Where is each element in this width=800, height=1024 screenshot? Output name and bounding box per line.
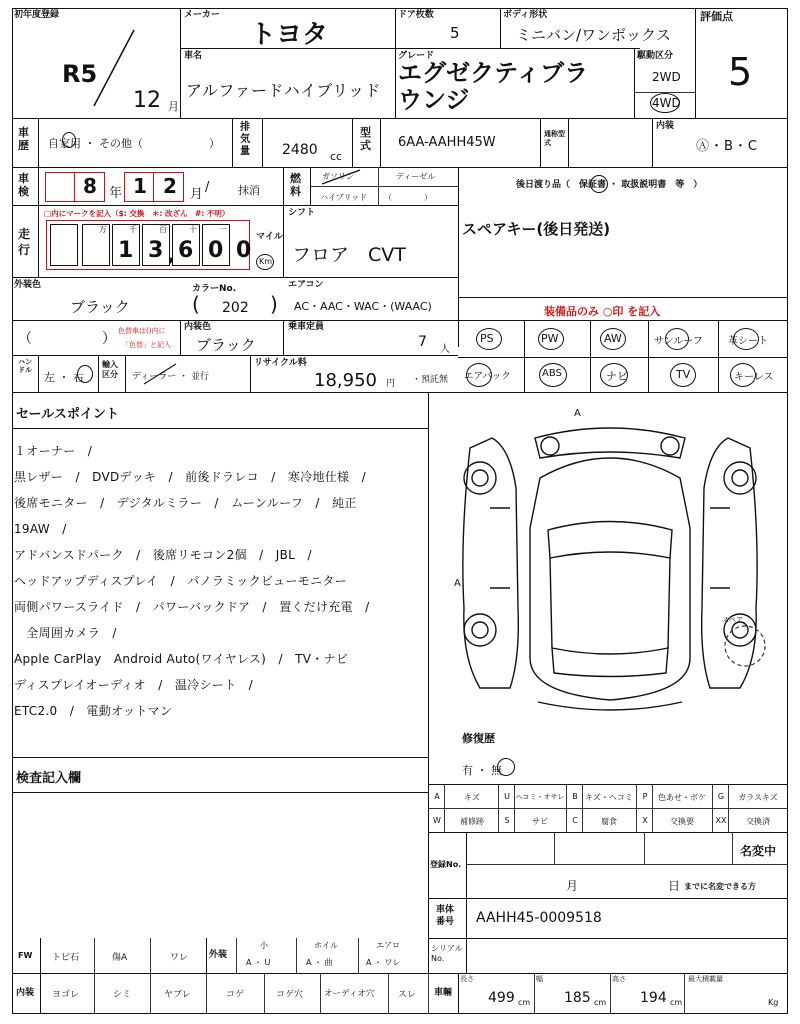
equip-leather-circle <box>733 328 759 350</box>
length-unit: cm <box>518 998 531 1007</box>
shift-label: シフト <box>288 208 316 218</box>
displacement-unit: cc <box>330 150 343 163</box>
sales-line: 両側パワースライド / パワーバックドア / 置くだけ充電 / <box>14 600 370 614</box>
fw-label: FW <box>18 951 33 960</box>
first-reg-era: R5 <box>62 60 98 88</box>
doors-value: 5 <box>450 24 460 42</box>
spare-key-note: スペアキー(後日発送) <box>462 220 611 238</box>
grade-line1: エグゼクティブラ <box>398 59 589 87</box>
insp-year-unit: 年 <box>109 186 123 201</box>
import-label: 輸入区分 <box>102 360 118 379</box>
legend-text: ヘコミ・オサレ <box>515 793 565 801</box>
legend-code: XX <box>715 816 727 825</box>
interior-color-label: 内装色 <box>184 322 212 332</box>
km-label: Km <box>259 257 273 266</box>
sales-lines <box>14 438 426 724</box>
insp-cancelled: 抹消 <box>238 184 260 197</box>
drive-4wd-circle <box>650 93 680 113</box>
height-value: 194 <box>640 990 667 1006</box>
max-load-label: 最大積載量 <box>688 975 723 983</box>
body-label: ボディ形状 <box>503 10 548 20</box>
insp-box-1 <box>45 172 75 202</box>
width-label: 幅 <box>536 975 543 983</box>
first-reg-month-unit: 月 <box>168 100 179 113</box>
equip-abs: ABS <box>542 368 562 379</box>
type-value: 6AA-AAHH45W <box>398 135 496 150</box>
fw-item-1: 傷A <box>112 953 128 963</box>
legend-code: B <box>572 792 578 801</box>
doors-label: ドア枚数 <box>398 10 434 20</box>
inspection-label: 車検 <box>18 172 29 198</box>
insp-slash: / <box>205 180 210 195</box>
equip-navi-circle <box>600 363 628 387</box>
interior-color-value: ブラック <box>196 336 256 354</box>
displacement-value: 2480 <box>282 142 318 158</box>
legend-code: G <box>717 792 725 801</box>
color-change-note-2: 「色替」と記入 <box>122 341 171 349</box>
interior-grade-label: 内装 <box>656 121 675 131</box>
legend-code: P <box>642 792 648 801</box>
equip-sunroof-circle <box>665 328 689 350</box>
height-label: 高さ <box>612 975 626 983</box>
model-value: アルファードハイブリッド <box>186 81 381 100</box>
capacity-value: 7 <box>418 334 427 350</box>
repair-label: 修復歴 <box>462 732 495 745</box>
color-no-label: カラーNo. <box>192 284 237 294</box>
repair-value: 有 ・ 無 <box>462 764 502 777</box>
legend-text: キズ <box>464 793 480 802</box>
mileage-comma: , <box>168 245 175 266</box>
int-item-4: コゲ穴 <box>276 990 304 1000</box>
history-label: 車歴 <box>18 126 29 152</box>
interior-grade-value: Ⓐ・B・C <box>696 139 758 154</box>
mileage-unit-3: 百 <box>159 225 167 234</box>
wheel-label: ホイル <box>314 941 338 950</box>
shift-value: フロア CVT <box>292 244 406 266</box>
score-value: 5 <box>728 50 753 94</box>
reg-month-label: 月 <box>566 879 579 893</box>
legend-code: A <box>434 792 440 801</box>
side-label: A <box>454 578 461 589</box>
dims-label: 車輛 <box>434 988 453 998</box>
insp-month-unit: 月 <box>190 187 204 202</box>
reg-deadline-label: までに名変できる方 <box>684 882 756 891</box>
fw-item-2: ワレ <box>170 953 189 963</box>
length-label: 長さ <box>460 975 474 983</box>
maker-value: トヨタ <box>250 20 329 50</box>
equip-aw: AW <box>604 332 622 345</box>
int-item-2: ヤブレ <box>164 990 191 1000</box>
equip-ps: PS <box>480 332 494 345</box>
displacement-label: 排気量 <box>240 122 250 157</box>
exterior-value: ブラック <box>70 298 130 316</box>
recycle-value: 18,950 <box>314 370 377 391</box>
front-label: A <box>574 408 581 419</box>
sales-line: 全周囲カメラ / <box>14 626 117 640</box>
equip-leather: 革シート <box>728 336 768 347</box>
legend-text: 交換済 <box>746 817 770 826</box>
registration-label: 登録No. <box>430 860 462 869</box>
legend-code: S <box>504 816 510 825</box>
equip-note: 装備品のみ ○印 を記入 <box>544 305 661 318</box>
legend-code: C <box>572 816 578 825</box>
fw-item-0: トビ石 <box>52 953 80 963</box>
spare-label: スペア <box>722 616 743 624</box>
drive-2wd: 2WD <box>652 70 681 84</box>
color-change-value: （ ） <box>18 331 116 347</box>
later-items-circle <box>590 175 608 193</box>
sales-line: ETC2.0 / 電動オットマン <box>14 704 173 718</box>
repair-circle <box>497 758 515 776</box>
length-value: 499 <box>488 990 515 1006</box>
fuel-gasoline-strike <box>318 168 368 186</box>
legend-text: ガラスキズ <box>738 793 778 802</box>
equip-pw: PW <box>541 332 559 345</box>
drive-label: 駆動区分 <box>637 51 674 61</box>
width-unit: cm <box>594 998 607 1007</box>
handle-value: 左 ・ 右 <box>44 371 84 384</box>
sales-line: 黒レザー / DVDデッキ / 前後ドラレコ / 寒冷地仕様 / <box>14 470 367 484</box>
insp-year: 8 <box>83 174 97 198</box>
fuel-gasoline: ガソリン <box>322 172 354 181</box>
int-label: 内装 <box>16 988 35 998</box>
mileage-unit-1: 万 <box>99 225 107 234</box>
mileage-label: 走行 <box>18 227 31 257</box>
legend-text: サビ <box>532 817 548 826</box>
sales-line: 後席モニター / デジタルミラー / ムーンルーフ / 純正 <box>14 496 357 510</box>
sales-line: Apple CarPlay Android Auto(ワイヤレス) / TV・ナビ <box>14 652 349 666</box>
later-items-label: 後日渡り品（ 保証書 ・ 取扱説明書 等 ） <box>516 180 703 190</box>
legend-code: X <box>642 816 648 825</box>
first-reg-month: 12 <box>133 88 161 113</box>
grade-line2: ウンジ <box>398 86 470 114</box>
equip-abs-circle <box>539 363 567 387</box>
int-item-5: オーディオ穴 <box>324 989 375 999</box>
mileage-unit-5: 一 <box>219 225 227 234</box>
equip-keyless-circle <box>730 363 756 387</box>
mileage-digit-4: 0 <box>208 238 224 263</box>
recycle-unit: 円 <box>386 379 396 389</box>
fuel-hybrid: ハイブリッド <box>320 193 368 202</box>
ext-label: 外装 <box>209 950 228 960</box>
equip-pw-circle <box>538 328 564 350</box>
history-circle <box>62 132 76 148</box>
score-label: 評価点 <box>700 10 733 23</box>
equip-tv-circle <box>670 363 696 387</box>
width-value: 185 <box>564 990 591 1006</box>
history-value: 自家用 ・ その他（ ） <box>48 137 220 150</box>
int-item-6: スレ <box>398 990 417 1000</box>
aircon-label: エアコン <box>288 280 324 290</box>
legend-code: U <box>504 792 510 801</box>
equip-aw-circle <box>600 328 626 350</box>
color-no-paren-r: ) <box>270 292 278 316</box>
maker-label: メーカー <box>184 10 220 20</box>
mileage-unit-4: 十 <box>189 225 197 234</box>
mileage-digit-1: 1 <box>118 238 134 263</box>
sales-line: ヘッドアップディスプレイ / パノラミックビューモニター <box>14 574 347 588</box>
model-label: 車名 <box>184 51 203 61</box>
legend-text: 補修跡 <box>460 817 484 826</box>
fuel-diesel: ディーゼル <box>396 172 436 181</box>
aero-value: A ・ ワレ <box>366 958 401 967</box>
small-value: A ・ U <box>246 958 271 967</box>
equip-airbag-circle <box>466 363 492 387</box>
import-strike <box>140 360 180 388</box>
recycle-label: リサイクル料 <box>254 358 307 368</box>
drive-4wd: 4WD <box>652 96 681 110</box>
body-value: ミニバン/ワンボックス <box>516 26 671 44</box>
equip-keyless: キーレス <box>734 372 774 383</box>
type-label: 型式 <box>360 126 371 152</box>
legend-text: 腐食 <box>601 817 617 826</box>
aircon-value: AC・AAC・WAC・(WAAC) <box>294 300 432 313</box>
sales-line: ディスプレイオーディオ / 温冷シート / <box>14 678 254 692</box>
chassis-value: AAHH45-0009518 <box>476 910 602 926</box>
mileage-note: □内にマークを記入（$: 交換 ＊: 改ざん #: 不明） <box>44 209 230 218</box>
km-circle <box>256 254 274 270</box>
small-label: 小 <box>260 941 268 950</box>
grade-label: グレード <box>398 51 435 61</box>
int-item-3: コゲ <box>226 990 245 1000</box>
equip-navi: ナビ <box>606 370 628 383</box>
equip-ps-circle <box>476 328 502 350</box>
handle-circle <box>77 365 93 383</box>
fuel-other: （ ） <box>384 193 432 202</box>
insp-month-2: 2 <box>163 174 177 198</box>
color-no-value: 202 <box>222 300 249 316</box>
wheel-value: A ・ 曲 <box>306 958 333 967</box>
serial-label: シリアルNo. <box>431 944 463 963</box>
capacity-label: 乗車定員 <box>288 322 325 332</box>
reg-day-label: 日 <box>668 879 681 893</box>
exterior-label: 外装色 <box>14 280 42 290</box>
equip-sunroof: サンルーフ <box>654 336 703 347</box>
inspection-title: 検査記入欄 <box>16 771 82 786</box>
equip-tv: TV <box>676 368 691 381</box>
legend-text: 交換要 <box>670 817 694 826</box>
sales-line: 19AW / <box>14 522 67 536</box>
recycle-deposit: ・預託無 <box>412 375 449 385</box>
int-item-0: ヨゴレ <box>52 990 80 1000</box>
mileage-digit-box-0 <box>50 224 78 266</box>
legend-text: キズ・ヘコミ <box>585 793 633 802</box>
chassis-label: 車体番号 <box>436 905 455 927</box>
mileage-digit-5: 0 <box>236 238 252 263</box>
equip-airbag: エアバック <box>464 371 511 382</box>
handle-label: ハンドル <box>18 358 32 374</box>
name-change-label: 名変中 <box>740 844 777 858</box>
legend-text: 色あせ・ボケ <box>658 793 706 802</box>
mileage-digit-3: 6 <box>178 238 194 263</box>
int-item-1: シミ <box>113 990 132 1000</box>
color-no-paren-l: ( <box>192 292 200 316</box>
sales-line: １オーナー / <box>14 444 93 458</box>
common-type-label: 通称型式 <box>544 130 565 147</box>
max-load-unit: Kg <box>768 998 779 1007</box>
sales-title: セールスポイント <box>16 407 119 422</box>
capacity-unit: 人 <box>440 344 450 355</box>
insp-month-1: 1 <box>133 174 147 198</box>
mileage-digit-2: 3 <box>148 238 164 263</box>
height-unit: cm <box>670 998 683 1007</box>
car-diagram <box>440 418 780 718</box>
mile-label: マイル <box>256 232 283 242</box>
first-reg-label: 初年度登録 <box>14 10 60 20</box>
aero-label: エアロ <box>376 941 400 950</box>
fuel-label: 燃料 <box>290 172 301 198</box>
mileage-unit-2: 千 <box>129 225 137 234</box>
color-change-note-1: 色替車は()内に <box>118 327 166 335</box>
legend-code: W <box>433 816 441 825</box>
import-value: ディーラー ・ 並行 <box>132 372 210 382</box>
sales-line: アドバンスドパーク / 後席リモコン2個 / JBL / <box>14 548 312 562</box>
